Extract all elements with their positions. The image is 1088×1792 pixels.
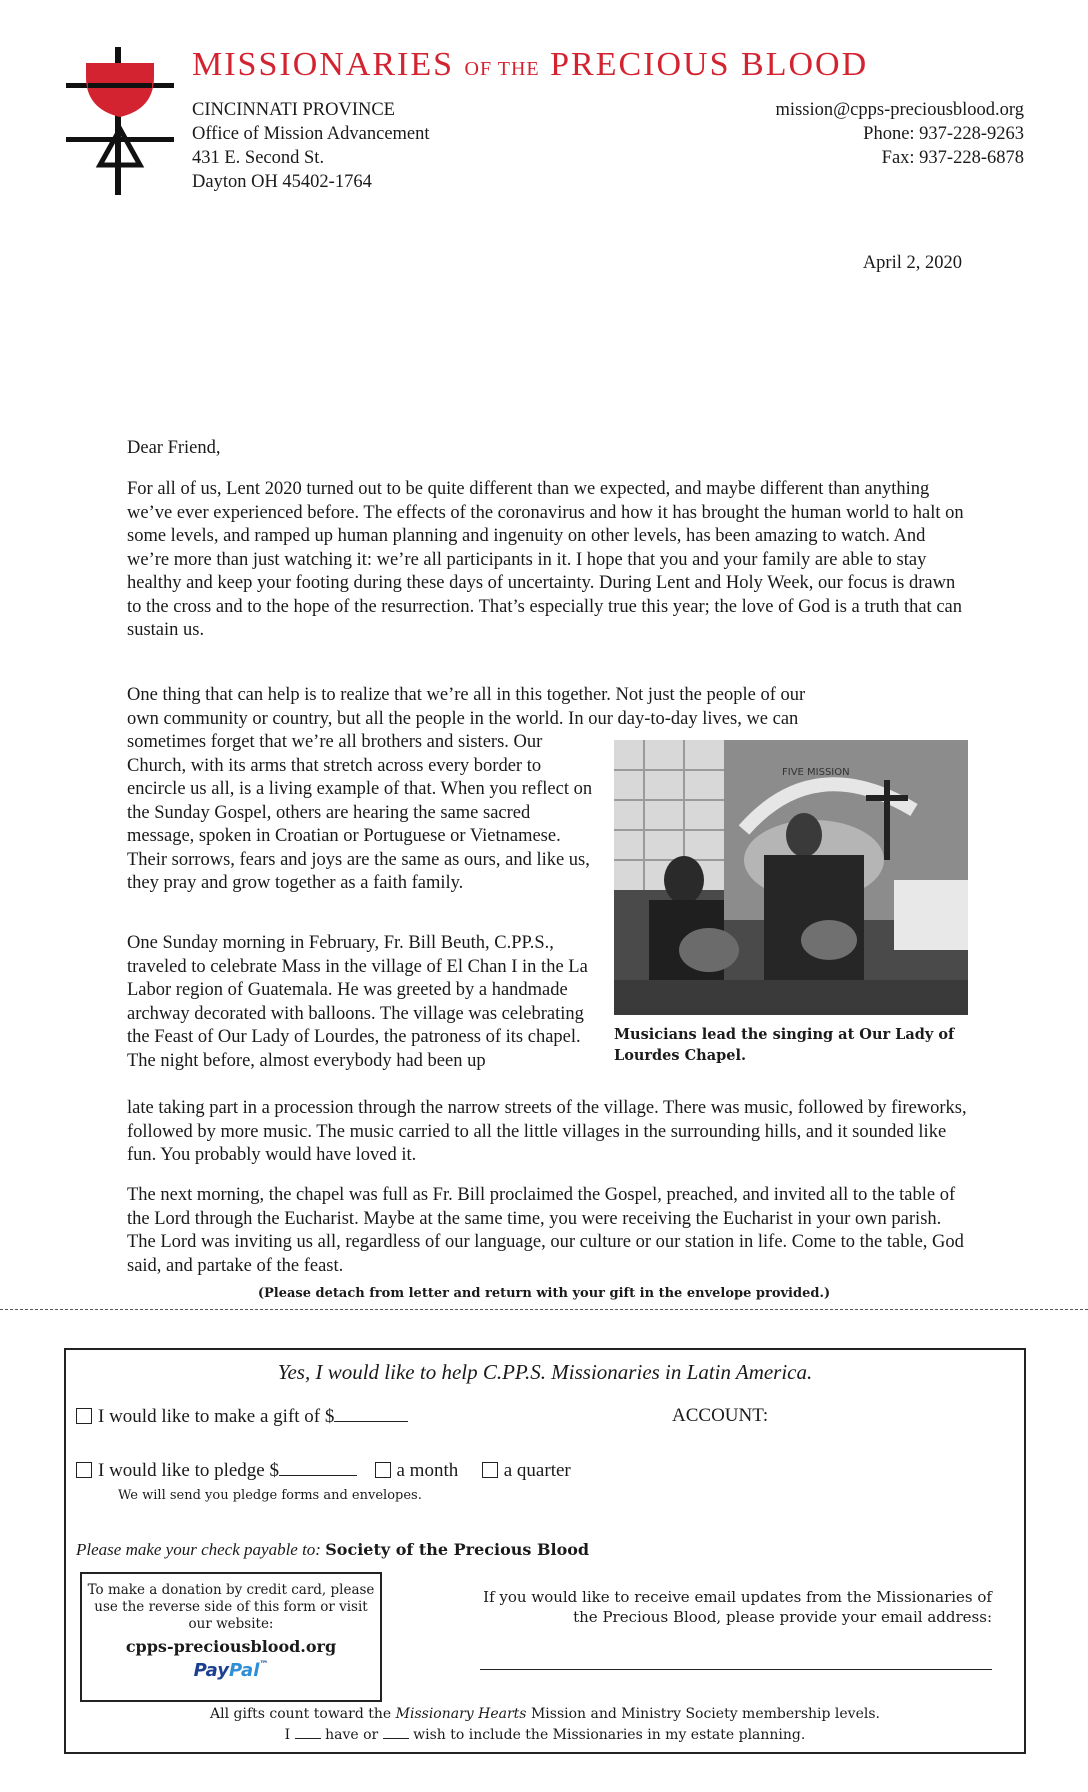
- paragraph-together-intro: One thing that can help is to realize that we’re all in this together. Not just the people of our own community or country, but all the people in the world. In our day-to-day lives, we can: [127, 685, 806, 729]
- paragraph-guatemala-continued: late taking part in a procession through the narrow streets of the village. There was music, followed by fireworks, followed by more music. The music carried to all the little villages in the surrounding hills, and it sounded like fun. You probably would have loved it.: [127, 1098, 967, 1165]
- email-address-field[interactable]: [480, 1669, 992, 1670]
- gift-label: I would like to make a gift of $: [98, 1406, 335, 1427]
- membership-note: All gifts count toward the Missionary Hearts Mission and Ministry Society membership levels.: [209, 1706, 880, 1722]
- street-address: 431 E. Second St.: [192, 148, 325, 168]
- chalice-icon: [86, 63, 154, 117]
- pledge-checkbox[interactable]: [76, 1462, 92, 1478]
- gift-amount-field[interactable]: [334, 1405, 408, 1422]
- province-name: CINCINNATI PROVINCE: [192, 100, 395, 120]
- credit-card-box: [80, 1572, 382, 1702]
- contact-phone: Phone: 937-228-9263: [863, 124, 1024, 144]
- pledge-label: I would like to pledge $: [98, 1460, 279, 1481]
- detach-instruction: (Please detach from letter and return with your gift in the envelope provided.): [257, 1286, 831, 1301]
- pledge-note: We will send you pledge forms and envelopes.: [118, 1488, 422, 1503]
- email-updates-note: If you would like to receive email updates from the Missionaries of the Precious Blood, please provide your email address:: [483, 1588, 992, 1626]
- wish-blank[interactable]: [383, 1726, 409, 1739]
- salutation: Dear Friend,: [127, 438, 221, 458]
- photo-caption: Musicians lead the singing at Our Lady of Lourdes Chapel.: [614, 1026, 955, 1064]
- contact-info: [776, 98, 1024, 170]
- city-address: Dayton OH 45402-1764: [192, 172, 372, 192]
- contact-email: mission@cpps-preciousblood.org: [775, 100, 1024, 120]
- paragraph-together: sometimes forget that we’re all brothers and sisters. Our Church, with its arms that stretch across every border to encircle us all, is a living example of that. When you reflect on the Sunday Gospel, others are hearing the same sacred message, spoken in Croatian or Portuguese or Vietnamese. Their sorrows, fears and joys are the same as ours, and like us, they pray and grow together as a faith family.: [127, 732, 593, 893]
- paypal-logo: PayPal™: [193, 1660, 269, 1681]
- payable-organization: Society of the Precious Blood: [325, 1540, 590, 1559]
- pledge-amount-field[interactable]: [279, 1459, 357, 1476]
- estate-planning-line: I have or wish to include the Missionaries in my estate planning.: [284, 1727, 806, 1743]
- website-link[interactable]: cpps-preciousblood.org: [125, 1637, 337, 1656]
- payable-lead: Please make your check payable to:: [76, 1540, 321, 1559]
- have-blank[interactable]: [295, 1726, 321, 1739]
- month-label: a month: [396, 1460, 459, 1481]
- perforation-line: [0, 1309, 1088, 1310]
- quarter-checkbox[interactable]: [482, 1462, 498, 1478]
- pledge-row: [76, 1459, 571, 1482]
- gift-checkbox[interactable]: [76, 1408, 92, 1424]
- chapel-musicians-photo: [614, 740, 968, 1015]
- paragraph-eucharist: The next morning, the chapel was full as Fr. Bill proclaimed the Gospel, preached, and invited all to the table of the Lord through the Eucharist. Maybe at the same time, you were receiving the Eucharist in your own parish. The Lord was inviting us all, regardless of our language, our culture or our station in life. Come to the table, God said, and partake of the feast.: [127, 1185, 964, 1276]
- form-heading: Yes, I would like to help C.PP.S. Missionaries in Latin America.: [277, 1360, 813, 1384]
- payable-line: [76, 1540, 589, 1560]
- organization-title: MISSIONARIES OF THE PRECIOUS BLOOD: [192, 46, 869, 83]
- credit-card-instructions: To make a donation by credit card, please use the reverse side of this form or visit our website:: [87, 1582, 375, 1632]
- return-address: [192, 98, 430, 194]
- letter-date: April 2, 2020: [862, 253, 962, 273]
- office-name: Office of Mission Advancement: [192, 124, 430, 144]
- svg-text:FIVE MISSION: FIVE MISSION: [782, 767, 850, 778]
- contact-fax: Fax: 937-228-6878: [881, 148, 1024, 168]
- paragraph-lent: For all of us, Lent 2020 turned out to be quite different than we expected, and maybe different than anything we’ve ever experienced before. The effects of the coronavirus and how it has brought the human world to halt on some levels, and ramped up human planning and ingenuity on other levels, has been amazing to watch. And we’re more than just watching it: we’re all participants in it. I hope that you and your family are able to stay healthy and keep your footing during these days of uncertainty. During Lent and Holy Week, our focus is drawn to the cross and to the hope of the resurrection. That’s especially true this year; the love of God is a truth that can sustain us.: [127, 479, 964, 640]
- gift-row: [76, 1405, 408, 1428]
- account-label: ACCOUNT:: [672, 1405, 769, 1426]
- precious-blood-cross-logo: [66, 47, 174, 195]
- paragraph-guatemala: One Sunday morning in February, Fr. Bill Beuth, C.PP.S., traveled to celebrate Mass in the village of El Chan I in the La Labor region of Guatemala. He was greeted by a handmade archway decorated with balloons. The village was celebrating the Feast of Our Lady of Lourdes, the patroness of its chapel. The night before, almost everybody had been up: [127, 933, 588, 1071]
- quarter-label: a quarter: [503, 1460, 571, 1481]
- month-checkbox[interactable]: [375, 1462, 391, 1478]
